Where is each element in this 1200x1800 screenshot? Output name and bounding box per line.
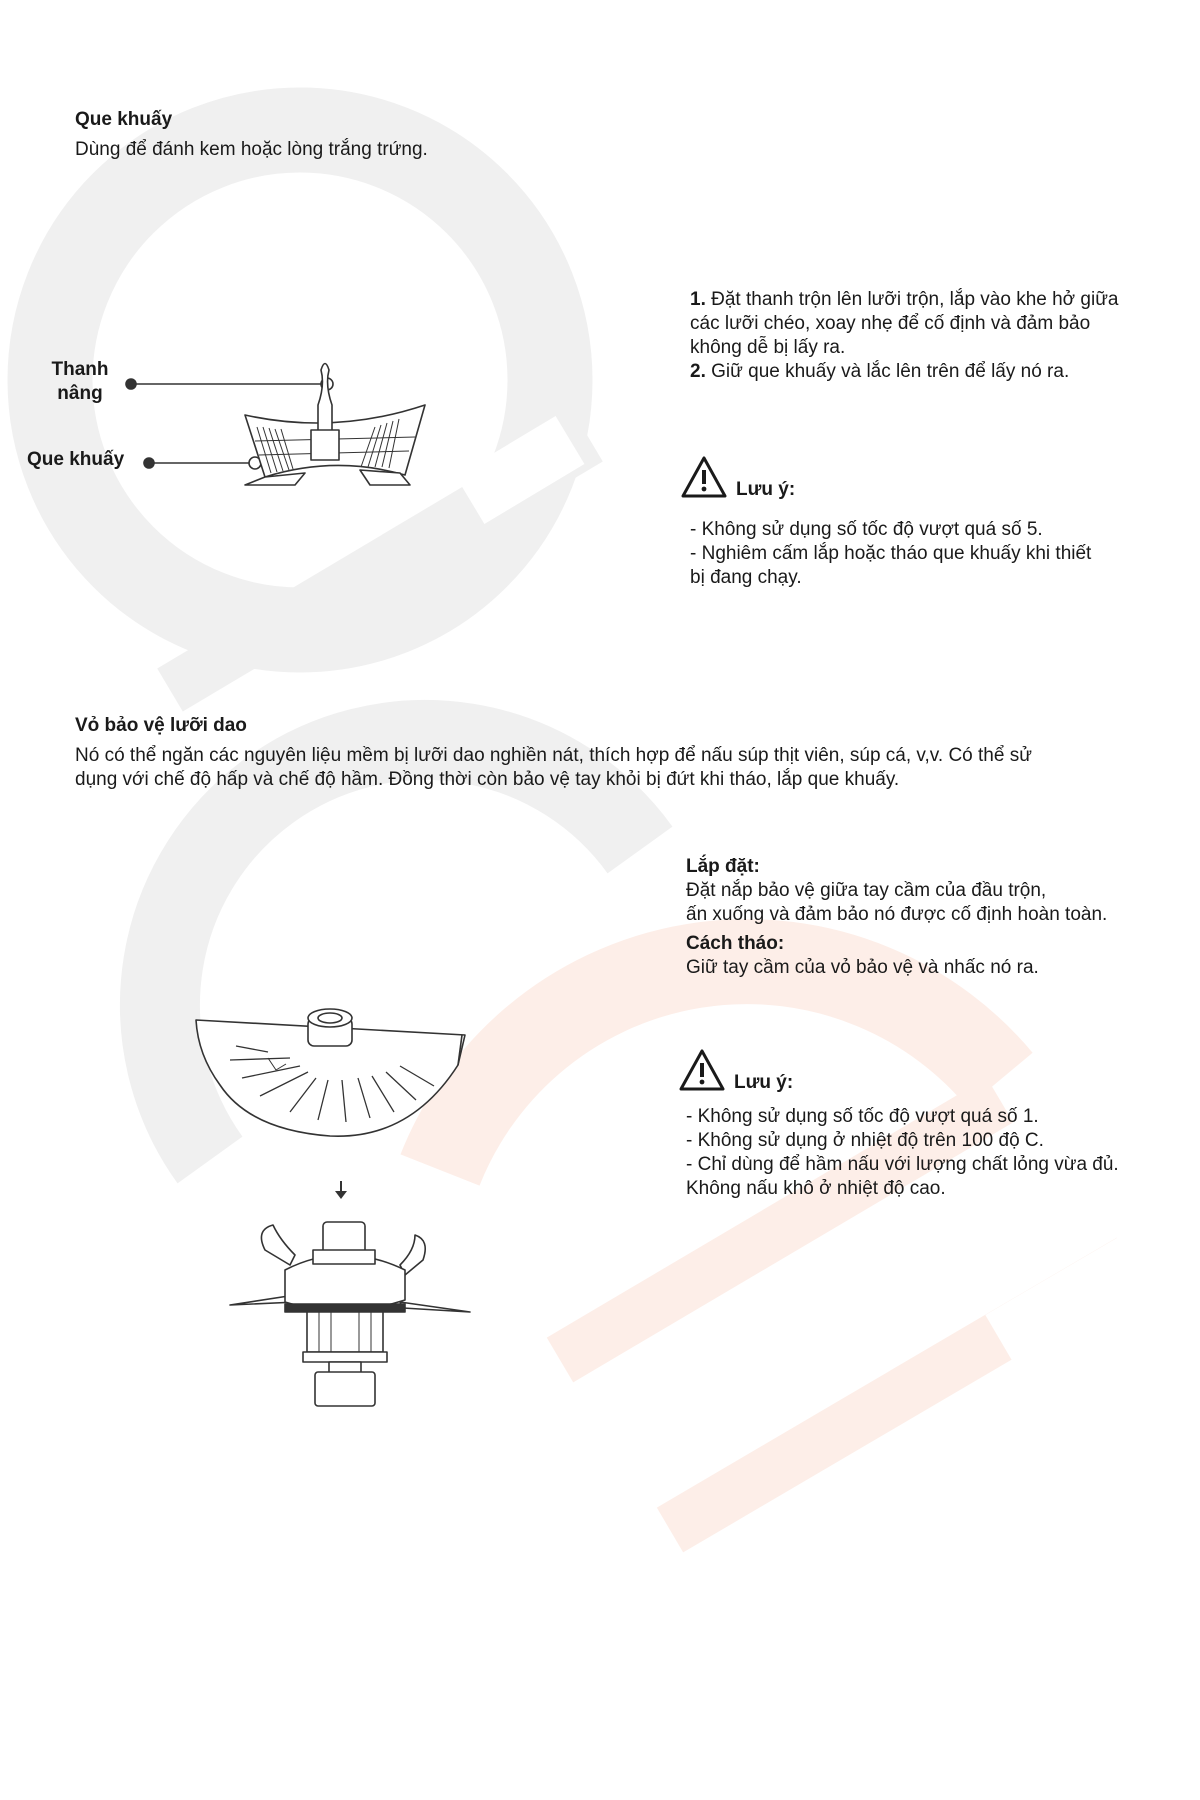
blade-ring xyxy=(303,1352,387,1362)
section2-description-2: dụng với chế độ hấp và chế độ hầm. Đồng thời còn bảo vệ tay khỏi bị đứt khi tháo, lắp que khuấy. xyxy=(75,769,900,790)
step1-line1 xyxy=(690,288,1160,312)
step2-text-1: Giữ que khuấy và lắc lên trên để lấy nó ra. xyxy=(711,361,1070,382)
whisk-illustration xyxy=(125,345,435,495)
section1-note-2: - Nghiêm cấm lắp hoặc tháo que khuấy khi thiết xyxy=(690,543,1092,564)
section2-note-3: - Chỉ dùng để hầm nấu với lượng chất lỏng vừa đủ. xyxy=(686,1154,1119,1175)
section2-description xyxy=(75,744,1185,792)
blade-assembly-illustration xyxy=(225,1210,475,1410)
blade-drive-nut xyxy=(315,1372,375,1406)
install-title: Lắp đặt: xyxy=(686,856,760,877)
section2-note-4: Không nấu khô ở nhiệt độ cao. xyxy=(686,1178,946,1199)
arrow-down-icon xyxy=(333,1180,349,1200)
section1-steps xyxy=(690,288,1160,384)
section1-note-1: - Không sử dụng số tốc độ vượt quá số 5. xyxy=(690,519,1043,540)
blade-upper-left xyxy=(261,1225,295,1265)
section1-title: Que khuấy xyxy=(75,109,173,130)
step1-line3: không dễ bị lấy ra. xyxy=(690,337,846,358)
warning-icon xyxy=(680,455,728,499)
label-lift-bar: Thanh nâng xyxy=(51,359,109,404)
whisk-hub xyxy=(311,430,339,460)
section2-notes xyxy=(686,1105,1186,1201)
warning-icon-2 xyxy=(678,1048,726,1092)
step2-number: 2. xyxy=(690,361,706,382)
remove-title: Cách tháo: xyxy=(686,933,785,954)
section2-title: Vỏ bảo vệ lưỡi dao xyxy=(75,715,247,736)
section2-note-1: - Không sử dụng số tốc độ vượt quá số 1. xyxy=(686,1106,1039,1127)
whisk-leader-dot xyxy=(144,458,154,468)
remove-instructions xyxy=(686,956,1186,980)
watermark-gap-peach xyxy=(1000,1258,1140,1340)
section1-notes xyxy=(690,518,1170,590)
step1-line2: các lưỡi chéo, xoay nhẹ để cố định và đảm bảo xyxy=(690,313,1091,334)
blade-base xyxy=(307,1312,383,1352)
remove-line-1: Giữ tay cầm của vỏ bảo vệ và nhấc nó ra. xyxy=(686,957,1039,978)
install-line-1: Đặt nắp bảo vệ giữa tay cầm của đầu trộn, xyxy=(686,880,1047,901)
lift-bar-leader-dot xyxy=(126,379,136,389)
section1-note-title: Lưu ý: xyxy=(736,479,796,500)
label-whisk: Que khuấy xyxy=(27,449,125,470)
section1-note-3: bị đang chạy. xyxy=(690,567,802,588)
section2-note-title: Lưu ý: xyxy=(734,1072,794,1093)
section2-description-1: Nó có thể ngăn các nguyên liệu mềm bị lưỡi dao nghiền nát, thích hợp để nấu súp thịt viên, súp cá, v,v. Có thể sử xyxy=(75,745,1032,766)
section1-description: Dùng để đánh kem hoặc lòng trắng trứng. xyxy=(75,139,428,160)
blade-collar xyxy=(313,1250,375,1264)
section2-note-2: - Không sử dụng ở nhiệt độ trên 100 độ C. xyxy=(686,1130,1044,1151)
blade-seal xyxy=(285,1304,405,1312)
step1-text-1: Đặt thanh trộn lên lưỡi trộn, lắp vào khe hở giữa xyxy=(711,289,1119,310)
blade-guard-illustration xyxy=(190,1000,480,1150)
step2-line1 xyxy=(690,360,1160,384)
install-instructions xyxy=(686,879,1186,927)
install-line-2: ấn xuống và đảm bảo nó được cố định hoàn toàn. xyxy=(686,904,1108,925)
blade-right xyxy=(400,1302,470,1312)
step1-number: 1. xyxy=(690,289,706,310)
